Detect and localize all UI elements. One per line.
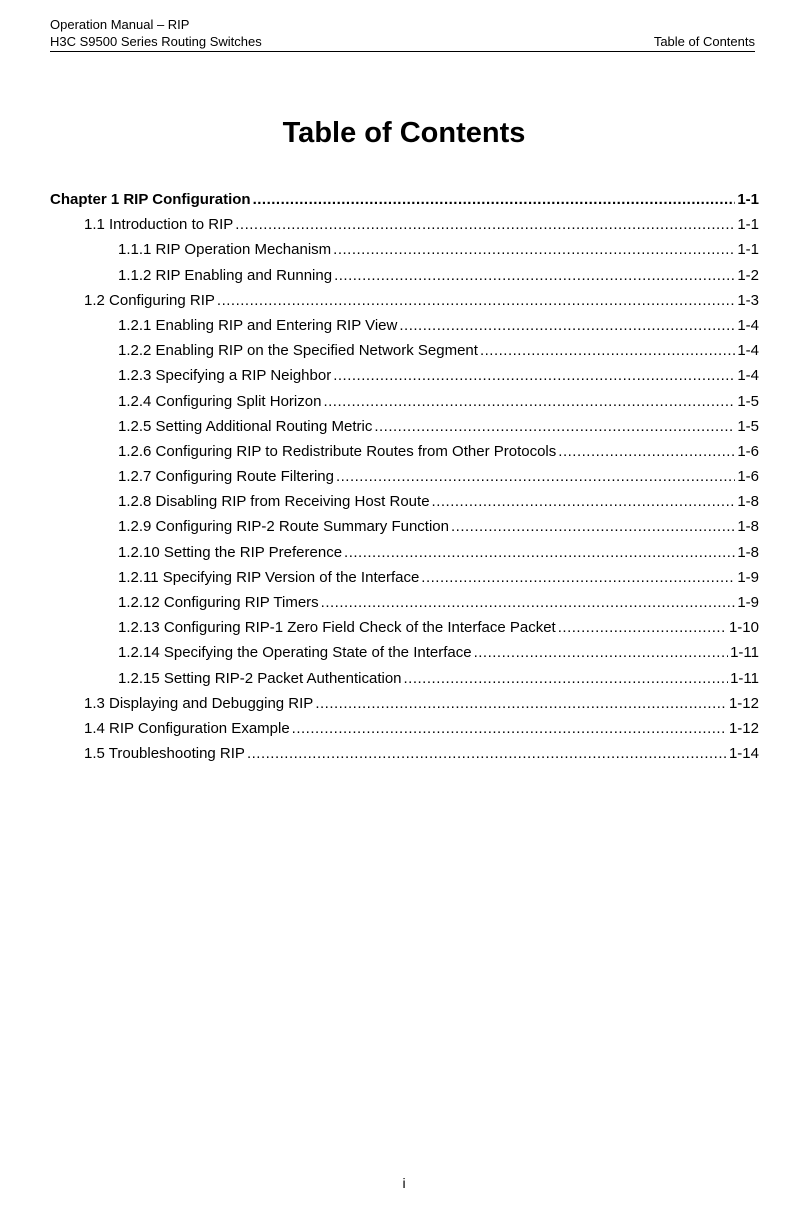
toc-entry-page: 1-11 [730,644,759,662]
toc-dot-leader [336,464,735,489]
toc-entry[interactable] [50,666,759,691]
toc-entry-page: 1-9 [737,568,759,586]
toc-entry-label: 1.2.12 Configuring RIP Timers [118,594,319,611]
toc-entry-page: 1-8 [737,518,759,536]
toc-entry-label: 1.2.7 Configuring Route Filtering [118,468,334,486]
toc-entry-page: 1-4 [737,316,759,334]
toc-entry[interactable] [50,514,759,539]
toc-entry-page: 1-1 [737,216,759,234]
toc-entry-page: 1-6 [737,442,759,460]
header-product-name: H3C S9500 Series Routing Switches [50,34,262,49]
toc-entry-label: 1.2.9 Configuring RIP-2 Route Summary Function [118,518,449,536]
toc-entry-page: 1-12 [728,719,759,737]
toc-entry[interactable] [50,540,759,565]
toc-entry-label: 1.3 Displaying and Debugging RIP [84,694,314,712]
toc-entry[interactable] [50,464,759,489]
toc-dot-leader [480,338,735,363]
toc-entry-label: 1.2.5 Setting Additional Routing Metric [118,417,373,435]
toc-dot-leader [217,288,735,313]
toc-entry[interactable] [50,615,759,640]
toc-entry-label: 1.2.2 Enabling RIP on the Specified Network Segment [118,342,478,360]
toc-entry-label: 1.2.13 Configuring RIP-1 Zero Field Check of the Interface Packet [118,619,556,637]
toc-entry[interactable] [50,439,759,464]
toc-entry[interactable] [50,489,759,514]
toc-dot-leader [235,212,735,237]
toc-entry-label: 1.1 Introduction to RIP [84,216,234,234]
toc-dot-leader [323,389,735,414]
toc-dot-leader [334,263,735,288]
toc-dot-leader [432,489,736,514]
table-of-contents [50,187,759,766]
toc-dot-leader [333,237,735,262]
toc-entry-label: Chapter 1 RIP Configuration [50,191,251,208]
toc-entry[interactable] [50,237,759,262]
toc-entry-label: 1.2.4 Configuring Split Horizon [118,392,322,410]
toc-entry-label: 1.2 Configuring RIP [84,291,215,309]
toc-entry[interactable] [50,565,759,590]
toc-dot-leader [558,439,735,464]
toc-entry[interactable] [50,288,759,313]
toc-dot-leader [344,540,735,565]
toc-entry-label: 1.5 Troubleshooting RIP [84,745,245,763]
toc-entry-page: 1-14 [728,745,759,763]
header-manual-title: Operation Manual – RIP [50,17,190,32]
toc-entry-page: 1-10 [728,619,759,637]
toc-entry-label: 1.1.1 RIP Operation Mechanism [118,241,332,259]
toc-entry-page: 1-8 [737,493,759,511]
toc-entry-page: 1-8 [737,543,759,561]
toc-entry-page: 1-3 [737,291,759,309]
toc-entry-page: 1-1 [737,241,759,259]
toc-entry-label: 1.2.14 Specifying the Operating State of the Interface [118,644,472,662]
toc-entry[interactable] [50,389,759,414]
toc-entry-label: 1.2.11 Specifying RIP Version of the Interface [118,568,420,586]
toc-entry-label: 1.1.2 RIP Enabling and Running [118,266,333,284]
toc-entry[interactable] [50,212,759,237]
toc-dot-leader [333,363,735,388]
toc-dot-leader [399,313,735,338]
toc-entry[interactable] [50,640,759,665]
toc-entry-page: 1-1 [737,191,759,208]
toc-entry-page: 1-12 [728,694,759,712]
toc-entry-label: 1.2.8 Disabling RIP from Receiving Host Route [118,493,430,511]
toc-dot-leader [247,741,727,766]
toc-dot-leader [451,514,735,539]
toc-dot-leader [404,666,729,691]
page-header [50,16,755,52]
toc-entry[interactable] [50,187,759,212]
toc-entry-label: 1.2.15 Setting RIP-2 Packet Authentication [118,669,402,687]
toc-entry[interactable] [50,414,759,439]
toc-entry[interactable] [50,590,759,615]
toc-entry-page: 1-2 [737,266,759,284]
toc-dot-leader [374,414,735,439]
toc-entry[interactable] [50,263,759,288]
toc-dot-leader [292,716,727,741]
page-title: Table of Contents [282,117,526,149]
toc-entry[interactable] [50,313,759,338]
toc-entry-label: 1.2.10 Setting the RIP Preference [118,543,343,561]
toc-entry-page: 1-4 [737,367,759,385]
toc-entry-page: 1-4 [737,342,759,360]
toc-entry-page: 1-9 [737,594,759,611]
toc-entry-label: 1.2.6 Configuring RIP to Redistribute Routes from Other Protocols [118,442,557,460]
toc-entry[interactable] [50,338,759,363]
footer-page-number: i [402,1175,406,1191]
toc-dot-leader [315,691,727,716]
toc-entry-label: 1.4 RIP Configuration Example [84,719,290,737]
toc-entry-page: 1-5 [737,417,759,435]
toc-dot-leader [558,615,727,640]
toc-entry[interactable] [50,691,759,716]
toc-dot-leader [474,640,729,665]
toc-entry[interactable] [50,716,759,741]
toc-dot-leader [253,187,736,212]
toc-dot-leader [421,565,735,590]
toc-entry-label: 1.2.3 Specifying a RIP Neighbor [118,367,332,385]
toc-entry-page: 1-11 [730,669,759,687]
toc-entry[interactable] [50,363,759,388]
toc-entry-label: 1.2.1 Enabling RIP and Entering RIP View [118,316,398,334]
header-section-name: Table of Contents [653,34,755,49]
toc-entry-page: 1-5 [737,392,759,410]
toc-entry-page: 1-6 [737,468,759,486]
toc-dot-leader [321,590,736,615]
toc-entry[interactable] [50,741,759,766]
